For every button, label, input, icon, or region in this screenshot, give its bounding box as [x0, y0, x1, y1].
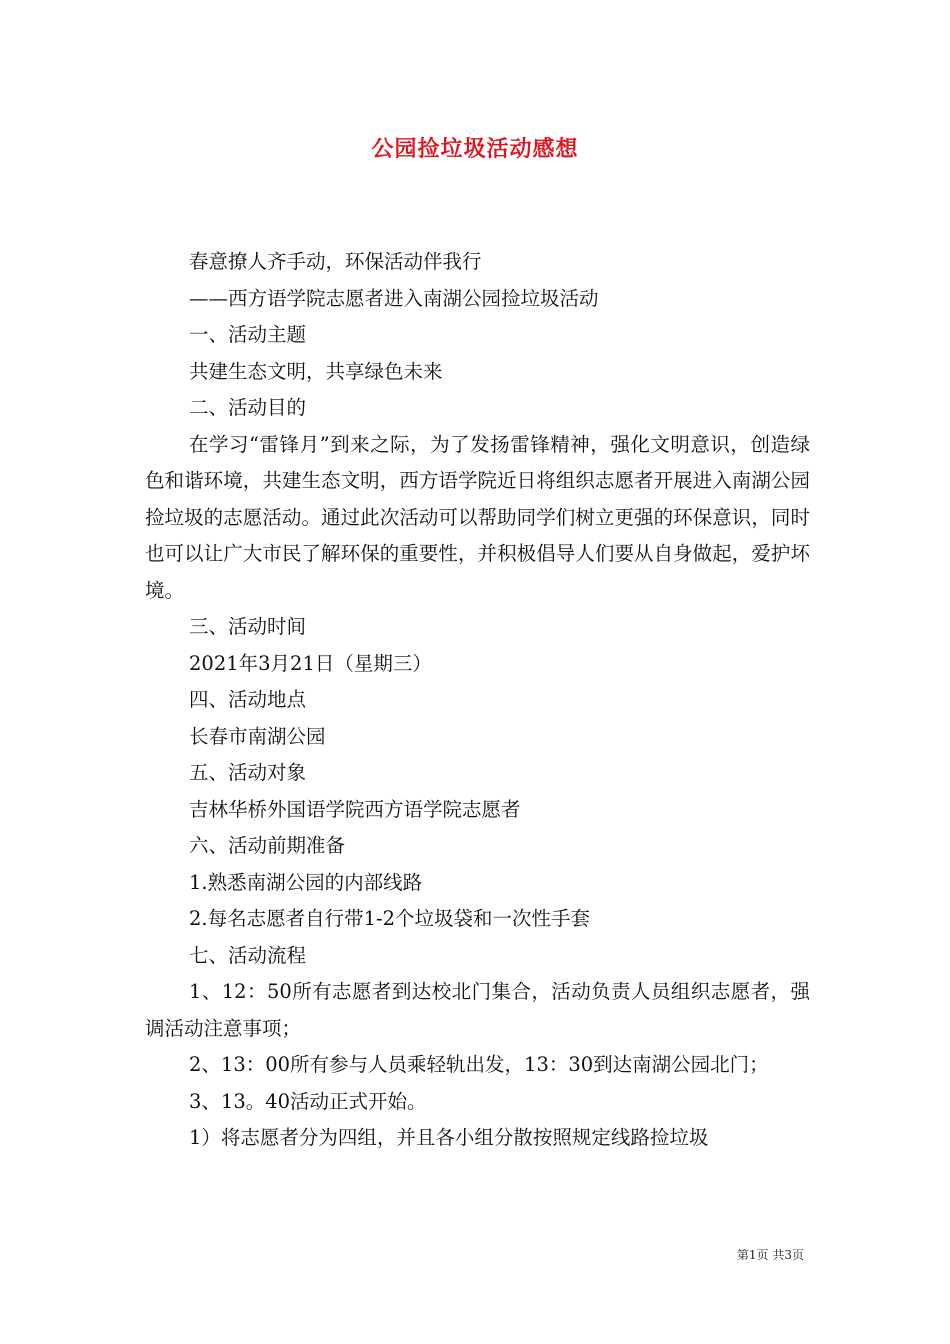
- document-body: [145, 244, 810, 1157]
- theme-text: 共建生态文明，共享绿色未来: [189, 359, 443, 383]
- process-substep-1: 1）将志愿者分为四组，并且各小组分散按照规定线路捡垃圾: [189, 1126, 709, 1149]
- time-text: 2021年3月21日（星期三）: [189, 651, 432, 675]
- section-heading-location: 四、活动地点: [189, 688, 307, 711]
- section-heading-theme: 一、活动主题: [189, 323, 307, 346]
- process-step-2: 2、13：00所有参与人员乘轻轨出发，13：30到达南湖公园北门；: [189, 1053, 769, 1076]
- document-title: 公园捡垃圾活动感想: [371, 136, 579, 162]
- location-text: 长春市南湖公园: [189, 724, 326, 748]
- page-number-footer: 第1页 共3页: [736, 1248, 804, 1262]
- participants-text: 吉林华桥外国语学院西方语学院志愿者: [189, 797, 521, 821]
- slogan-line: 春意撩人齐手动，环保活动伴我行: [189, 250, 482, 273]
- section-heading-purpose: 二、活动目的: [189, 396, 307, 419]
- process-step-3: 3、13。40活动正式开始。: [189, 1089, 427, 1113]
- subtitle-line: ——西方语学院志愿者进入南湖公园捡垃圾活动: [189, 286, 599, 310]
- section-heading-participants: 五、活动对象: [189, 761, 307, 784]
- section-heading-time: 三、活动时间: [189, 615, 307, 638]
- preparation-item-2: 2.每名志愿者自行带1-2个垃圾袋和一次性手套: [189, 907, 591, 930]
- section-heading-process: 七、活动流程: [189, 943, 307, 967]
- purpose-paragraph: 在学习“雷锋月”到来之际，为了发扬雷锋精神，强化文明意识，创造绿色和谐环境，共建生态文明，西方语学院近日将组织志愿者开展进入南湖公园捡垃圾的志愿活动。通过此次活动可以帮助同学们树立更强的环保意识，同时也可以让广大市民了解环保的重要性，并积极倡导人们要从自身做起，爱护坏境。: [145, 432, 810, 602]
- section-heading-preparation: 六、活动前期准备: [189, 834, 346, 857]
- process-step-1: 1、12：50所有志愿者到达校北门集合，活动负责人员组织志愿者，强调活动注意事项；: [145, 980, 810, 1040]
- preparation-item-1: 1.熟悉南湖公园的内部线路: [189, 870, 423, 894]
